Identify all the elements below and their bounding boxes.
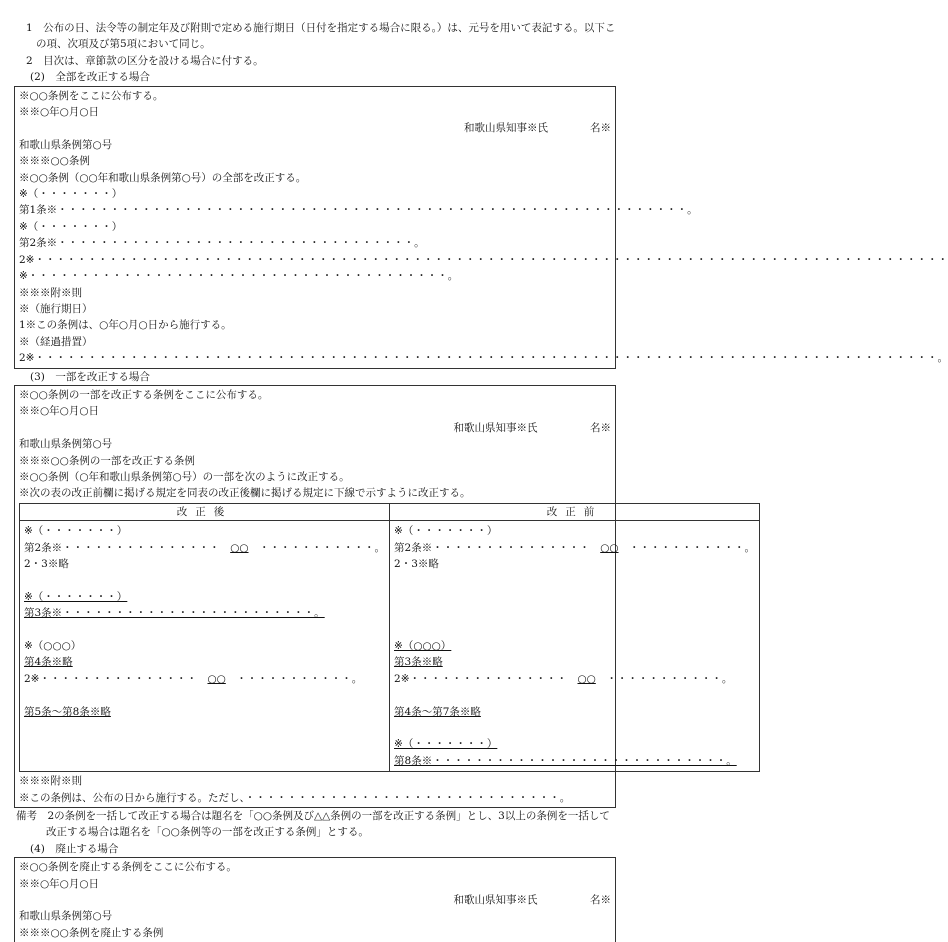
column-header-before: 改正前 (390, 503, 760, 520)
body-line: ※（施行期日） (19, 302, 93, 315)
body-line: ※※※○○条例 (19, 155, 90, 168)
body-line: ※※※附※則 (19, 286, 82, 299)
table-line: 第5条〜第8条※略 (24, 705, 111, 718)
promulgation-line: ※○○条例の一部を改正する条例をここに公布する。 (19, 388, 269, 401)
date-line: ※※○年○月○日 (19, 877, 99, 890)
date-line: ※※○年○月○日 (19, 405, 99, 418)
intro-paragraph-2: 2 目次は、章節款の区分を設ける場合に付する。 (26, 54, 264, 67)
table-line: 第8条※・・・・・・・・・・・・・・・・・・・・・・・・・・・・。 (394, 754, 737, 767)
body-line: ※○○条例（○年和歌山県条例第○号）の一部を次のように改正する。 (19, 470, 350, 483)
table-line: 第3条※・・・・・・・・・・・・・・・・・・・・・・・・。 (24, 607, 325, 620)
table-line: 2・3※略 (24, 558, 69, 570)
body-line: ※※※附※則 (19, 775, 82, 788)
governor-signature: 和歌山県知事※氏 名※ (453, 421, 611, 434)
body-line: 和歌山県条例第○号 (19, 138, 113, 151)
date-line: ※※○年○月○日 (19, 106, 99, 119)
table-line: ※（○○○） (394, 639, 452, 652)
body-line: ※次の表の改正前欄に掲げる規定を同表の改正後欄に掲げる規定に下線で示すように改正する。 (19, 487, 471, 500)
table-line: ※（・・・・・・・） (394, 738, 498, 751)
repeal-box (14, 857, 616, 942)
table-line: ※（○○○） (24, 640, 82, 652)
governor-signature: 和歌山県知事※氏 名※ (453, 894, 611, 907)
body-line: ※※※○○条例を廃止する条例 (19, 926, 164, 939)
table-line: ※（・・・・・・・） (24, 590, 128, 603)
body-line: 和歌山県条例第○号 (19, 438, 113, 451)
body-line: ※○○条例（○○年和歌山県条例第○号）の全部を改正する。 (19, 171, 307, 184)
remarks-note: 備考 2の条例を一括して改正する場合は題名を「○○条例及び△△条例の一部を改正する条例」とし、3以上の条例を一括して改正する場合は題名を「○○条例等の一部を改正する条例」とする。 (16, 810, 610, 839)
table-line: 2※・・・・・・・・・・・・・・・ ○○ ・・・・・・・・・・・。 (394, 672, 733, 685)
body-line: ※・・・・・・・・・・・・・・・・・・・・・・・・・・・・・・・・・・・・・・・・。 (19, 270, 459, 283)
body-line: 1※この条例は、○年○月○日から施行する。 (19, 319, 232, 332)
before-column (390, 521, 760, 772)
table-line: ※（・・・・・・・） (394, 525, 498, 538)
body-line: ※※※○○条例の一部を改正する条例 (19, 454, 195, 467)
full-revision-box (14, 86, 948, 369)
partial-revision-box (14, 385, 756, 808)
column-header-after: 改正後 (20, 503, 390, 520)
section-heading-repeal: (4) 廃止する場合 (30, 842, 119, 855)
body-line: ※（・・・・・・・） (19, 220, 123, 233)
after-column (20, 521, 390, 772)
governor-signature: 和歌山県知事※氏 名※ (464, 122, 611, 135)
comparison-table (19, 503, 760, 772)
body-line: ※（経過措置） (19, 335, 93, 348)
body-line: 2※・・・・・・・・・・・・・・・・・・・・・・・・・・・・・・・・・・・・・・・・・・・・・・・・・・・・・・・・・・・・・・・・・・・・・・・・・・・・・・・・・・・・・・。 (19, 352, 948, 365)
table-line: 第4条〜第7条※略 (394, 705, 481, 718)
body-line: ※この条例は、公布の日から施行する。ただし、・・・・・・・・・・・・・・・・・・・・・・・・・・・・・・。 (19, 791, 571, 804)
intro-paragraph-1: 1 公布の日、法令等の制定年及び附則で定める施行期日（日付を指定する場合に限る。）は、元号を用いて表記する。以下この項、次項及び第5項において同じ。 (26, 22, 616, 51)
table-line: 第2条※・・・・・・・・・・・・・・・ ○○ ・・・・・・・・・・・。 (394, 541, 756, 554)
body-line: 第1条※・・・・・・・・・・・・・・・・・・・・・・・・・・・・・・・・・・・・・・・・・・・・・・・・・・・・・・・・・・・・。 (19, 204, 698, 217)
body-line: 第2条※・・・・・・・・・・・・・・・・・・・・・・・・・・・・・・・・・・。 (19, 237, 425, 250)
promulgation-line: ※○○条例をここに公布する。 (19, 89, 164, 102)
table-line: 2※・・・・・・・・・・・・・・・ ○○ ・・・・・・・・・・・。 (24, 672, 363, 685)
section-heading-partial-revision: (3) 一部を改正する場合 (30, 370, 150, 383)
table-line: ※（・・・・・・・） (24, 525, 128, 538)
section-heading-full-revision: (2) 全部を改正する場合 (30, 71, 150, 84)
body-line: 2※・・・・・・・・・・・・・・・・・・・・・・・・・・・・・・・・・・・・・・・・・・・・・・・・・・・・・・・・・・・・・・・・・・・・・・・・・・・・・・・・・・・・・・・ (19, 253, 948, 266)
table-line: 2・3※略 (394, 558, 439, 570)
table-line: 第2条※・・・・・・・・・・・・・・・ ○○ ・・・・・・・・・・・。 (24, 541, 386, 554)
table-line: 第4条※略 (24, 656, 73, 669)
promulgation-line: ※○○条例を廃止する条例をここに公布する。 (19, 861, 237, 874)
body-line: 和歌山県条例第○号 (19, 910, 113, 923)
body-line: ※（・・・・・・・） (19, 188, 123, 201)
table-line: 第3条※略 (394, 656, 443, 669)
